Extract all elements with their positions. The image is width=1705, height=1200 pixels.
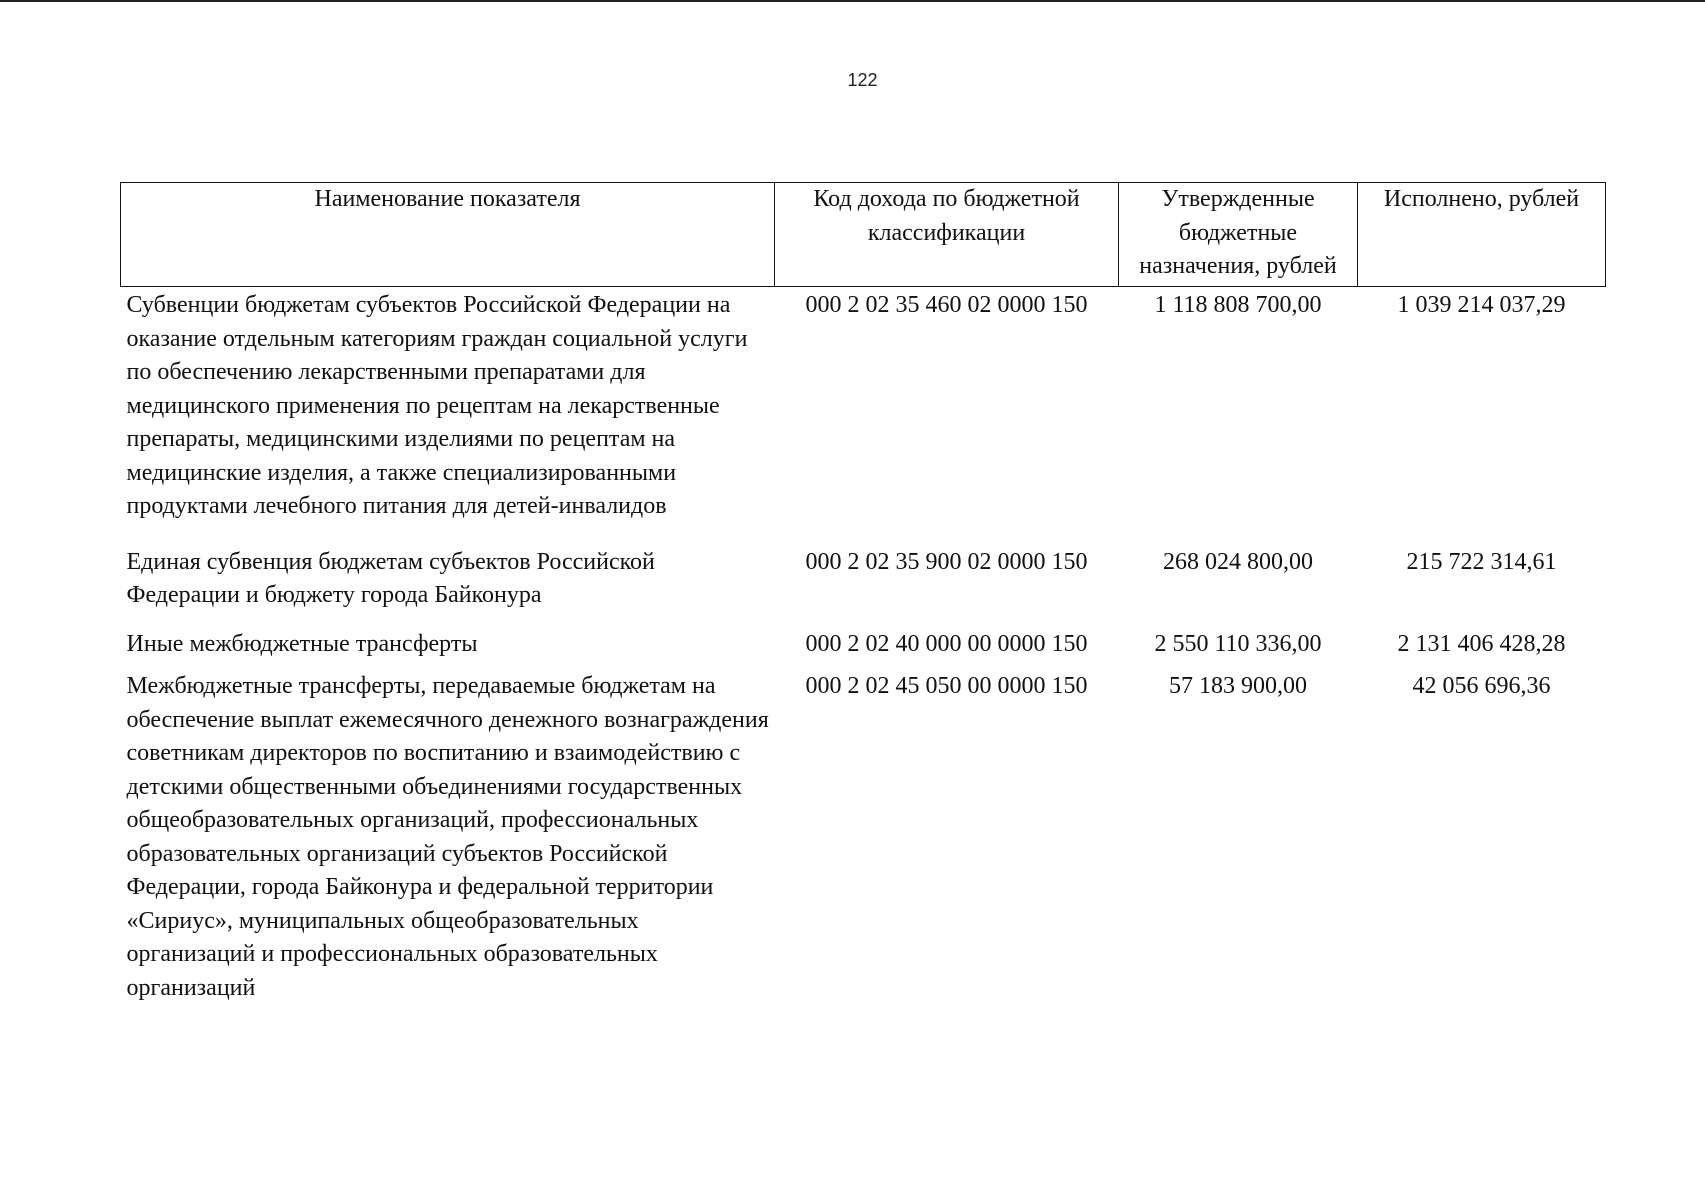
row-approved-amount: 1 118 808 700,00 bbox=[1154, 292, 1322, 318]
row-approved-amount: 268 024 800,00 bbox=[1163, 548, 1313, 575]
header-indicator-name: Наименование показателя bbox=[121, 183, 775, 287]
table-body bbox=[121, 287, 1606, 1006]
page-number: 122 bbox=[847, 70, 878, 90]
table-header bbox=[121, 183, 1606, 287]
top-border-line bbox=[0, 0, 1705, 2]
row-indicator-name: Иные межбюджетные трансферты bbox=[126, 630, 478, 657]
header-row bbox=[121, 183, 1606, 287]
row-indicator-name: Межбюджетные трансферты, передаваемые бюджетам на обеспечение выплат ежемесячного денежного вознаграждения советникам директоров по воспитанию и взаимодействию с детскими общественными объединениями государственных общеобразовательных организаций, профессиональных образовательных организаций субъектов Российской Федерации, города Байконура и федеральной территории «Сириус», муниципальных общеобразовательных организаций и профессиональных образовательных организаций bbox=[126, 673, 769, 1001]
row-approved-amount: 57 183 900,00 bbox=[1169, 673, 1307, 699]
row-executed-amount: 42 056 696,36 bbox=[1412, 673, 1551, 699]
row-indicator-name: Единая субвенция бюджетам субъектов Российской Федерации и бюджету города Байконура bbox=[126, 548, 655, 608]
row-income-code: 000 2 02 35 900 02 0000 150 bbox=[805, 548, 1088, 575]
row-income-code: 000 2 02 40 000 00 0000 150 bbox=[805, 630, 1088, 657]
table-row bbox=[121, 628, 1606, 671]
header-executed-amount: Исполнено, рублей bbox=[1358, 183, 1606, 287]
header-income-code: Код дохода по бюджетной классификации bbox=[775, 183, 1119, 287]
row-executed-amount: 215 722 314,61 bbox=[1406, 548, 1557, 575]
row-executed-amount: 1 039 214 037,29 bbox=[1397, 292, 1566, 318]
row-indicator-name: Субвенции бюджетам субъектов Российской Федерации на оказание отдельным категориям граждан социальной услуги по обеспечению лекарственными препаратами для медицинского применения по рецептам на лекарственные препараты, медицинскими изделиями по рецептам на медицинские изделия, а также специализированными продуктами лечебного питания для детей-инвалидов bbox=[126, 292, 748, 519]
row-income-code: 000 2 02 35 460 02 0000 150 bbox=[805, 292, 1088, 318]
table-row bbox=[121, 670, 1606, 1005]
row-approved-amount: 2 550 110 336,00 bbox=[1154, 630, 1322, 657]
row-executed-amount: 2 131 406 428,28 bbox=[1397, 630, 1566, 657]
row-income-code: 000 2 02 45 050 00 0000 150 bbox=[805, 673, 1088, 699]
table-row bbox=[121, 546, 1606, 628]
header-approved-amount: Утвержденные бюджетные назначения, рублей bbox=[1119, 183, 1358, 287]
budget-revenue-table bbox=[120, 182, 1606, 1005]
table-row bbox=[121, 287, 1606, 546]
